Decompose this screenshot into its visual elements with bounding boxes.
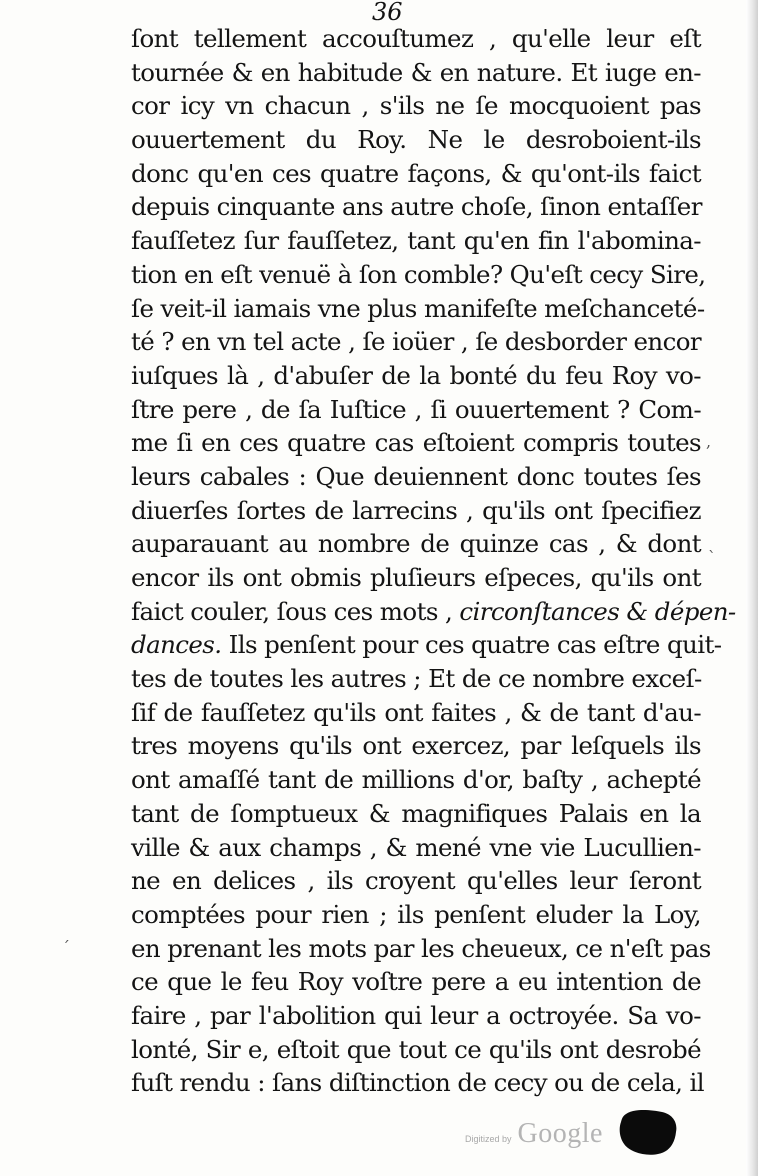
text-line: fauſſetez ſur fauſſetez, tant qu'en fin l'abomina- [131, 226, 701, 256]
text-line: té ? en vn tel acte , ſe ioüer , ſe desborder encor [131, 327, 701, 357]
digitized-label: Digitized by [465, 1134, 512, 1144]
text-line: tres moyens qu'ils ont exercez, par leſquels ils [131, 731, 701, 761]
text-line: tant de ſomptueux & magnifiques Palais en la [131, 798, 701, 828]
text-line: ne en delices , ils croyent qu'elles leur ſeront [131, 866, 701, 896]
text-line: ſont tellement accouſtumez , qu'elle leur eſt [131, 24, 701, 53]
digitized-watermark [465, 1118, 603, 1150]
body-text [131, 22, 736, 1100]
text-line: leurs cabales : Que deuiennent donc toutes ſes [131, 461, 701, 491]
text-line: ont amaſſé tant de millions d'or, baſty , achepté [131, 765, 701, 795]
text-line: diuerſes ſortes de larrecins , qu'ils ont ſpecifiez [131, 495, 701, 525]
text-line-with-italic [131, 595, 736, 629]
text-line: tion en eſt venuë à ſon comble? Qu'eſt cecy Sire, [131, 259, 706, 289]
text-line: encor ils ont obmis pluſieurs eſpeces, qu'ils ont [131, 563, 701, 592]
text-line: me ſi en ces quatre cas eſtoient compris toutes [131, 428, 701, 458]
google-logo: Google [517, 1118, 603, 1149]
text-line: auparauant au nombre de quinze cas , & dont [131, 529, 701, 559]
text-line: en prenant les mots par les cheueux, ce n'eſt pas [131, 933, 711, 963]
text-line: ſtre pere , de ſa Iuſtice , ſi ouuertement ? Com- [131, 394, 701, 424]
text-line: comptées pour rien ; ils penſent eluder la Loy, [131, 899, 701, 929]
text-line: donc qu'en ces quatre façons, & qu'ont-ils faict [131, 158, 701, 188]
margin-tick-mark: ´ [62, 938, 70, 957]
text-line: ſe veit-il iamais vne plus manifeſte meſchanceté- [131, 293, 705, 323]
roman-segment: Ils penſent pour ces quatre cas eſtre quit- [221, 630, 722, 660]
margin-tick-mark: , [706, 432, 712, 451]
text-line: fuſt rendu : ſans diſtinction de cecy ou de cela, il [131, 1068, 704, 1098]
text-line: ſif de fauſſetez qu'ils ont faites , & de tant d'au- [131, 697, 701, 727]
text-line: cor icy vn chacun , s'ils ne ſe mocquoient pas [131, 91, 701, 121]
italic-segment: circonſtances & dépen- [459, 596, 736, 626]
text-line-with-italic [131, 628, 722, 662]
margin-tick-mark: ` [708, 548, 716, 567]
page-edge-shadow [746, 0, 758, 1176]
page-number: 36 [372, 0, 403, 26]
text-line: ville & aux champs , & mené vne vie Lucullien- [131, 832, 701, 862]
text-line: iuſques là , d'abuſer de la bonté du feu Roy vo- [131, 360, 701, 390]
text-line: lonté, Sir e, eſtoit que tout ce qu'ils ont desrobé [131, 1034, 701, 1064]
text-line: faire , par l'abolition qui leur a octroyée. Sa vo- [131, 1000, 701, 1030]
text-line: depuis cinquante ans autre choſe, ſinon entaſſer [131, 192, 702, 222]
text-line: tes de toutes les autres ; Et de ce nombre exceſ- [131, 664, 702, 694]
ink-blot-stain [618, 1108, 680, 1156]
text-line: tournée & en habitude & en nature. Et iuge en- [131, 57, 701, 87]
text-line: ouuertement du Roy. Ne le desroboient-ils [131, 125, 701, 155]
italic-segment: dances. [131, 630, 222, 660]
text-line: ce que le feu Roy voſtre pere a eu intention de [131, 967, 701, 997]
roman-segment: faict couler, ſous ces mots , [131, 596, 460, 626]
